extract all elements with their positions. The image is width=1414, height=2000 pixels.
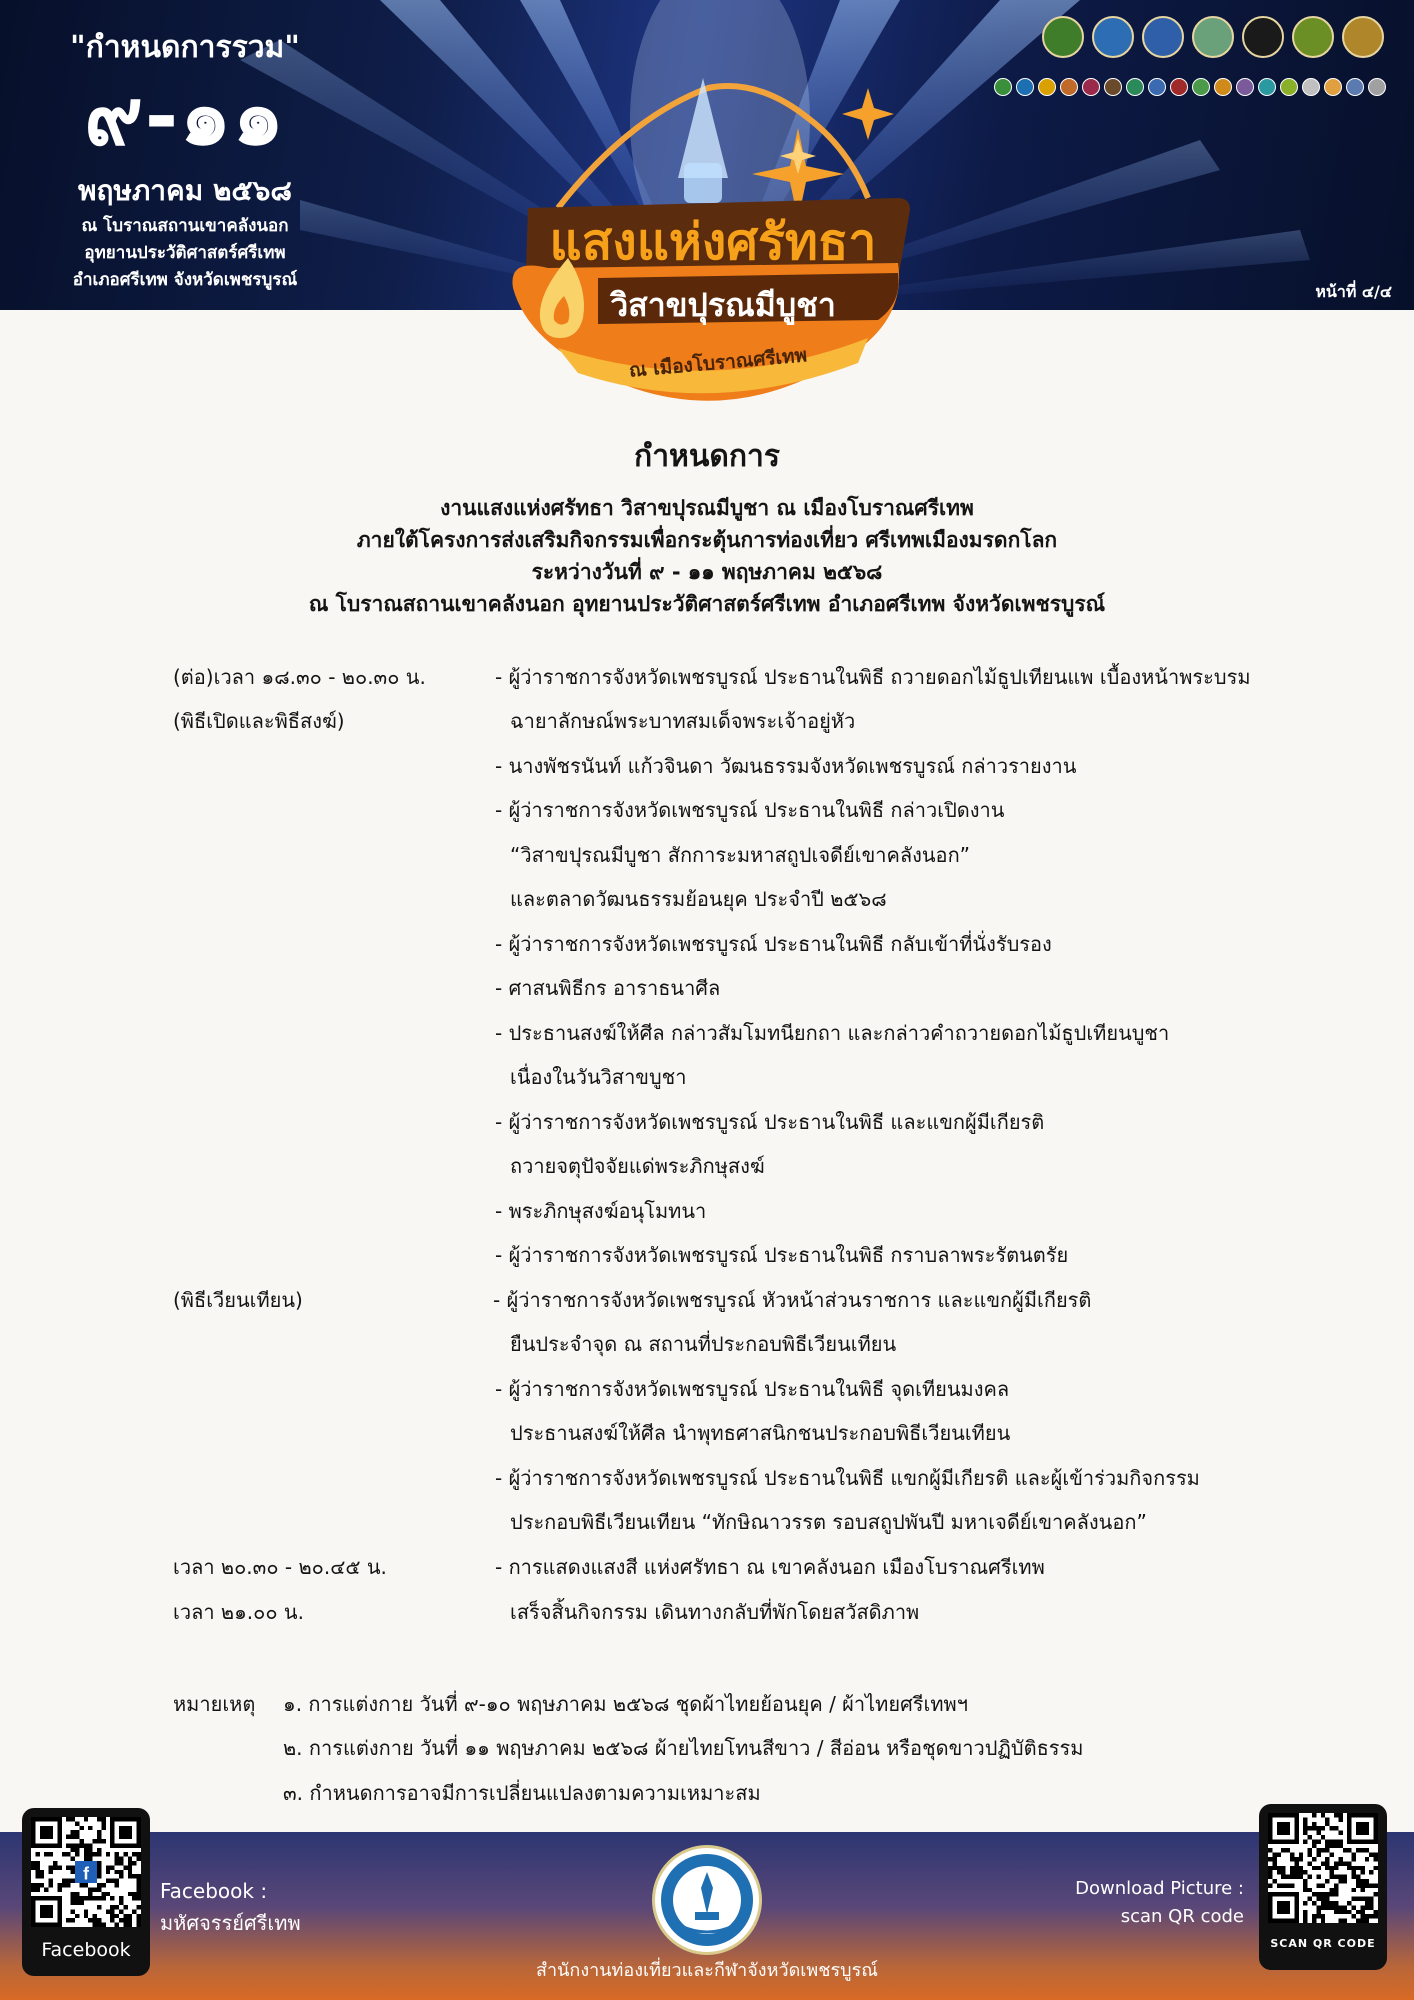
note-item: ๑. การแต่งกาย วันที่ ๙-๑๐ พฤษภาคม ๒๕๖๘ ชุดผ้าไทยย้อนยุค / ผ้าไทยศรีเทพฯ	[283, 1692, 968, 1716]
partner-logo-icon	[1280, 78, 1298, 96]
facebook-qr-label: Facebook	[41, 1939, 131, 1961]
partner-logo-icon	[1242, 16, 1284, 58]
download-qr-code-icon[interactable]	[1268, 1813, 1378, 1923]
facebook-page-name[interactable]: มหัศจรรย์ศรีเทพ	[160, 1911, 301, 1935]
facebook-label: Facebook :	[160, 1879, 268, 1903]
schedule-item: - ประธานสงฆ์ให้ศีล กล่าวสัมโมทนียกถา และกล่าวคำถวายดอกไม้ธูปเทียนบูชา	[495, 1021, 1170, 1045]
schedule-item: - ผู้ว่าราชการจังหวัดเพชรบูรณ์ ประธานในพิธี จุดเทียนมงคล	[495, 1377, 1010, 1401]
venue-line-3: อำเภอศรีเทพ จังหวัดเพชรบูรณ์	[72, 270, 298, 290]
svg-text:f: f	[83, 1863, 89, 1884]
subheading-venue: ณ โบราณสถานเขาคลังนอก อุทยานประวัติศาสตร์ศรีเทพ อำเภอศรีเทพ จังหวัดเพชรบูรณ์	[308, 592, 1106, 616]
partner-logo-icon	[1104, 78, 1122, 96]
partner-logo-icon	[1126, 78, 1144, 96]
schedule-item: ถวายจตุปัจจัยแด่พระภิกษุสงฆ์	[510, 1154, 765, 1178]
partner-logo-icon	[1292, 16, 1334, 58]
schedule-section-candle: (พิธีเวียนเทียน)	[173, 1288, 303, 1312]
partner-logo-icon	[1302, 78, 1320, 96]
partner-logo-icon	[1042, 16, 1084, 58]
partner-logo-icon	[1236, 78, 1254, 96]
partner-logo-icon	[1258, 78, 1276, 96]
partner-logo-icon	[1016, 78, 1034, 96]
partner-logo-icon	[1368, 78, 1386, 96]
partner-logo-icon	[994, 78, 1012, 96]
partner-logo-icon	[1082, 78, 1100, 96]
partner-logo-icon	[1192, 78, 1210, 96]
download-qr-card[interactable]	[1259, 1804, 1387, 1970]
schedule-item: และตลาดวัฒนธรรมย้อนยุค ประจำปี ๒๕๖๘	[510, 887, 887, 911]
note-item: ๓. กำหนดการอาจมีการเปลี่ยนแปลงตามความเหมาะสม	[283, 1781, 761, 1805]
schedule-item: เสร็จสิ้นกิจกรรม เดินทางกลับที่พักโดยสวัสดิภาพ	[510, 1600, 920, 1624]
venue-line-2: อุทยานประวัติศาสตร์ศรีเทพ	[84, 243, 286, 263]
subheading-event: งานแสงแห่งศรัทธา วิสาขปุรณมีบูชา ณ เมืองโบราณศรีเทพ	[440, 496, 974, 520]
event-month-year: พฤษภาคม ๒๕๖๘	[77, 174, 292, 207]
subheading-dates: ระหว่างวันที่ ๙ - ๑๑ พฤษภาคม ๒๕๖๘	[531, 560, 883, 584]
facebook-qr-card[interactable]	[22, 1808, 150, 1976]
schedule-item: - ผู้ว่าราชการจังหวัดเพชรบูรณ์ ประธานในพิธี ถวายดอกไม้ธูปเทียนแพ เบื้องหน้าพระบรม	[495, 665, 1251, 689]
partner-logo-icon	[1148, 78, 1166, 96]
venue-line-1: ณ โบราณสถานเขาคลังนอก	[81, 216, 289, 236]
schedule-item: เนื่องในวันวิสาขบูชา	[510, 1065, 687, 1089]
schedule-item: - ผู้ว่าราชการจังหวัดเพชรบูรณ์ หัวหน้าส่วนราชการ และแขกผู้มีเกียรติ	[493, 1288, 1092, 1312]
schedule-section-opening: (พิธีเปิดและพิธีสงฆ์)	[173, 709, 345, 733]
schedule-item: - ผู้ว่าราชการจังหวัดเพชรบูรณ์ ประธานในพิธี กลับเข้าที่นั่งรับรอง	[495, 932, 1052, 956]
schedule-item: - พระภิกษุสงฆ์อนุโมทนา	[495, 1199, 707, 1223]
schedule-item: ฉายาลักษณ์พระบาทสมเด็จพระเจ้าอยู่หัว	[510, 709, 856, 733]
partner-logo-icon	[1324, 78, 1342, 96]
schedule-time-3: เวลา ๒๑.๐๐ น.	[173, 1600, 304, 1624]
partner-logo-icon	[1192, 16, 1234, 58]
partner-logo-icon	[1342, 16, 1384, 58]
program-label: "กำหนดการรวม"	[70, 30, 300, 65]
schedule-item: - ศาสนพิธีกร อาราธนาศีล	[495, 976, 721, 1000]
schedule-item: - ผู้ว่าราชการจังหวัดเพชรบูรณ์ ประธานในพิธี กล่าวเปิดงาน	[495, 798, 1005, 822]
schedule-item: - ผู้ว่าราชการจังหวัดเพชรบูรณ์ ประธานในพิธี แขกผู้มีเกียรติ และผู้เข้าร่วมกิจกรรม	[495, 1466, 1200, 1490]
partner-logo-icon	[1038, 78, 1056, 96]
note-item: ๒. การแต่งกาย วันที่ ๑๑ พฤษภาคม ๒๕๖๘ ผ้ายไทยโทนสีขาว / สีอ่อน หรือชุดขาวปฏิบัติธรรม	[283, 1736, 1084, 1760]
schedule-item: - ผู้ว่าราชการจังหวัดเพชรบูรณ์ ประธานในพิธี กราบลาพระรัตนตรัย	[495, 1243, 1069, 1267]
schedule-item: ประธานสงฆ์ให้ศีล นำพุทธศาสนิกชนประกอบพิธีเวียนเทียน	[510, 1421, 1011, 1445]
partner-logo-icon	[1214, 78, 1232, 96]
partner-logo-icon	[1060, 78, 1078, 96]
partner-logo-icon	[1092, 16, 1134, 58]
scan-qr-label: scan QR code	[1120, 1906, 1244, 1927]
partner-logo-icon	[1346, 78, 1364, 96]
schedule-item: ยืนประจำจุด ณ สถานที่ประกอบพิธีเวียนเทียน	[510, 1332, 897, 1356]
office-name: สำนักงานท่องเที่ยวและกีฬาจังหวัดเพชรบูรณ์	[536, 1960, 878, 1981]
event-logo-subtitle: วิสาขปุรณมีบูชา	[610, 286, 836, 324]
event-days: ๙-๑๑	[84, 70, 286, 163]
download-qr-label: SCAN QR CODE	[1270, 1937, 1376, 1950]
page-number: หน้าที่ ๔/๔	[1315, 282, 1392, 301]
event-logo	[498, 58, 928, 418]
notes-label: หมายเหตุ	[173, 1692, 256, 1716]
document-title: กำหนดการ	[634, 439, 780, 474]
schedule-item: ประกอบพิธีเวียนเทียน “ทักษิณาวรรต รอบสถูปพันปี มหาเจดีย์เขาคลังนอก”	[510, 1510, 1147, 1534]
facebook-qr-code-icon[interactable]	[31, 1817, 141, 1927]
event-date-block	[30, 24, 340, 294]
schedule-time-1: (ต่อ)เวลา ๑๘.๓๐ - ๒๐.๓๐ น.	[173, 665, 426, 689]
download-picture-label: Download Picture :	[1075, 1878, 1244, 1899]
schedule-item: - นางพัชรนันท์ แก้วจินดา วัฒนธรรมจังหวัดเพชรบูรณ์ กล่าวรายงาน	[495, 754, 1077, 778]
partner-logos-small	[994, 78, 1386, 96]
document-subheadings	[0, 492, 1414, 620]
ministry-seal-icon	[652, 1845, 762, 1955]
partner-logo-icon	[1170, 78, 1188, 96]
schedule-item: - ผู้ว่าราชการจังหวัดเพชรบูรณ์ ประธานในพิธี และแขกผู้มีเกียรติ	[495, 1110, 1045, 1134]
schedule-item: “วิสาขปุรณมีบูชา สักการะมหาสถูปเจดีย์เขาคลังนอก”	[510, 843, 971, 867]
event-logo-banner: ณ เมืองโบราณศรีเทพ	[628, 344, 808, 382]
schedule-time-2: เวลา ๒๐.๓๐ - ๒๐.๔๕ น.	[173, 1555, 387, 1579]
partner-logo-icon	[1142, 16, 1184, 58]
subheading-project: ภายใต้โครงการส่งเสริมกิจกรรมเพื่อกระตุ้นการท่องเที่ยว ศรีเทพเมืองมรดกโลก	[356, 528, 1058, 552]
facebook-info	[160, 1875, 301, 1939]
download-info	[1075, 1875, 1244, 1931]
partner-logos-large	[1042, 16, 1384, 58]
schedule-item: - การแสดงแสงสี แห่งศรัทธา ณ เขาคลังนอก เมืองโบราณศรีเทพ	[495, 1555, 1045, 1579]
event-logo-title: แสงแห่งศรัทธา	[549, 213, 877, 271]
